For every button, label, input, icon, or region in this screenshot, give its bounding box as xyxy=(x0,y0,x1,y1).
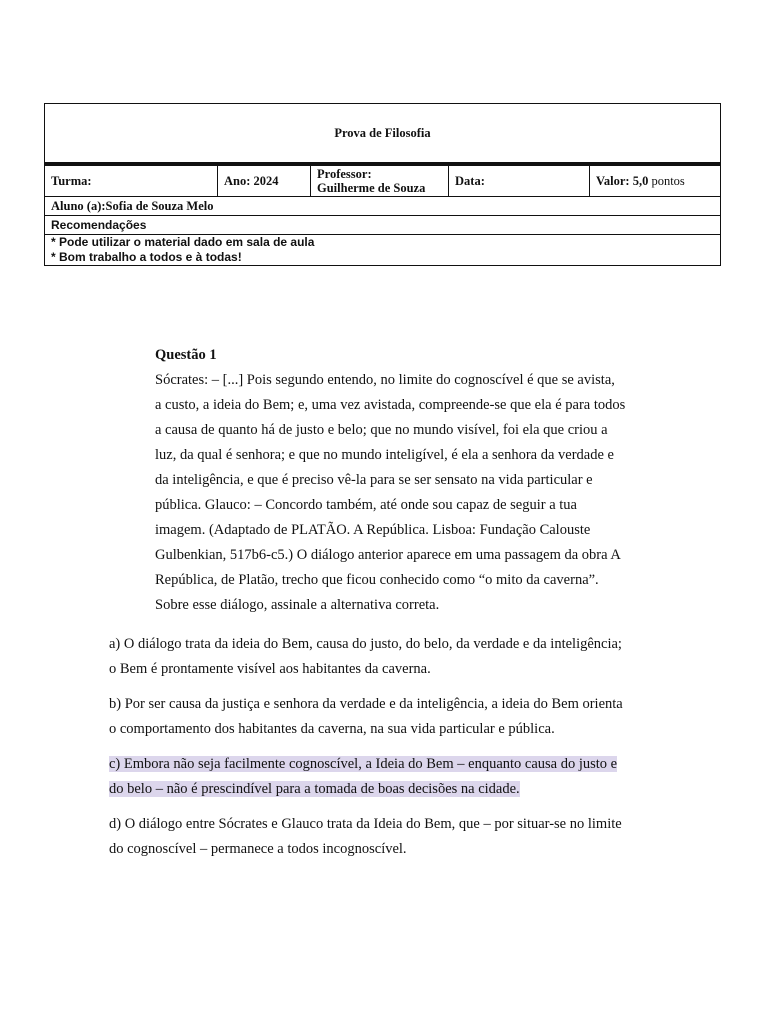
question-line: pública. Glauco: – Concordo também, até onde sou capaz de seguir a tua xyxy=(155,497,577,513)
option-a[interactable] xyxy=(109,632,669,682)
question-line: Gulbenkian, 517b6-c5.) O diálogo anterior aparece em uma passagem da obra A xyxy=(155,547,621,563)
question-line: a causa de quanto há de justo e belo; que no mundo visível, foi ela que criou a xyxy=(155,422,608,438)
option-c-selected[interactable] xyxy=(109,752,669,802)
valor-unit: pontos xyxy=(648,173,685,188)
question-line: República, de Platão, trecho que ficou conhecido como “o mito da caverna”. xyxy=(155,572,599,588)
option-line: c) Embora não seja facilmente cognoscível, a Ideia do Bem – enquanto causa do justo e xyxy=(109,756,618,772)
recommendations-list xyxy=(45,235,721,266)
professor-label: Professor: xyxy=(317,167,372,181)
turma-cell: Turma: xyxy=(45,164,218,197)
question-title: Questão 1 xyxy=(155,347,217,363)
ano-cell: Ano: 2024 xyxy=(218,164,311,197)
recommendation-item: * Bom trabalho a todos e à todas! xyxy=(51,250,242,264)
question-line: luz, da qual é senhora; e que no mundo inteligível, é ela a senhora da verdade e xyxy=(155,447,614,463)
question-line: Sócrates: ‒ [...] Pois segundo entendo, no limite do cognoscível é que se avista, xyxy=(155,372,615,388)
option-line: do belo – não é prescindível para a tomada de boas decisões na cidade. xyxy=(109,781,520,797)
option-line: d) O diálogo entre Sócrates e Glauco trata da Ideia do Bem, que – por situar-se no limite xyxy=(109,816,622,832)
option-line: o comportamento dos habitantes da caverna, na sua vida particular e pública. xyxy=(109,721,555,737)
question-block xyxy=(155,343,665,618)
valor-cell xyxy=(590,164,721,197)
question-line: imagem. (Adaptado de PLATÃO. A República. Lisboa: Fundação Calouste xyxy=(155,522,591,538)
option-line: a) O diálogo trata da ideia do Bem, causa do justo, do belo, da verdade e da inteligência; xyxy=(109,636,622,652)
option-d[interactable] xyxy=(109,812,669,862)
question-line: a custo, a ideia do Bem; e, uma vez avistada, compreende-se que ela é para todos xyxy=(155,397,626,413)
recommendations-label: Recomendações xyxy=(45,216,721,235)
option-b[interactable] xyxy=(109,692,669,742)
valor-label: Valor: 5,0 xyxy=(596,173,649,188)
option-line: do cognoscível – permanece a todos incognoscível. xyxy=(109,841,407,857)
info-row xyxy=(45,164,721,197)
option-line: b) Por ser causa da justiça e senhora da verdade e da inteligência, a ideia do Bem orienta xyxy=(109,696,623,712)
data-cell: Data: xyxy=(449,164,590,197)
professor-cell xyxy=(311,164,449,197)
professor-name: Guilherme de Souza xyxy=(317,181,426,195)
answer-options xyxy=(109,632,669,872)
question-line: da inteligência, e que é preciso vê-la para se ser sensato na vida particular e xyxy=(155,472,593,488)
exam-title: Prova de Filosofia xyxy=(45,104,721,165)
option-line: o Bem é prontamente visível aos habitantes da caverna. xyxy=(109,661,431,677)
student-name-cell: Aluno (a):Sofia de Souza Melo xyxy=(45,197,721,216)
exam-header-table xyxy=(44,103,721,266)
recommendation-item: * Pode utilizar o material dado em sala de aula xyxy=(51,235,315,249)
question-line: Sobre esse diálogo, assinale a alternativa correta. xyxy=(155,597,440,613)
